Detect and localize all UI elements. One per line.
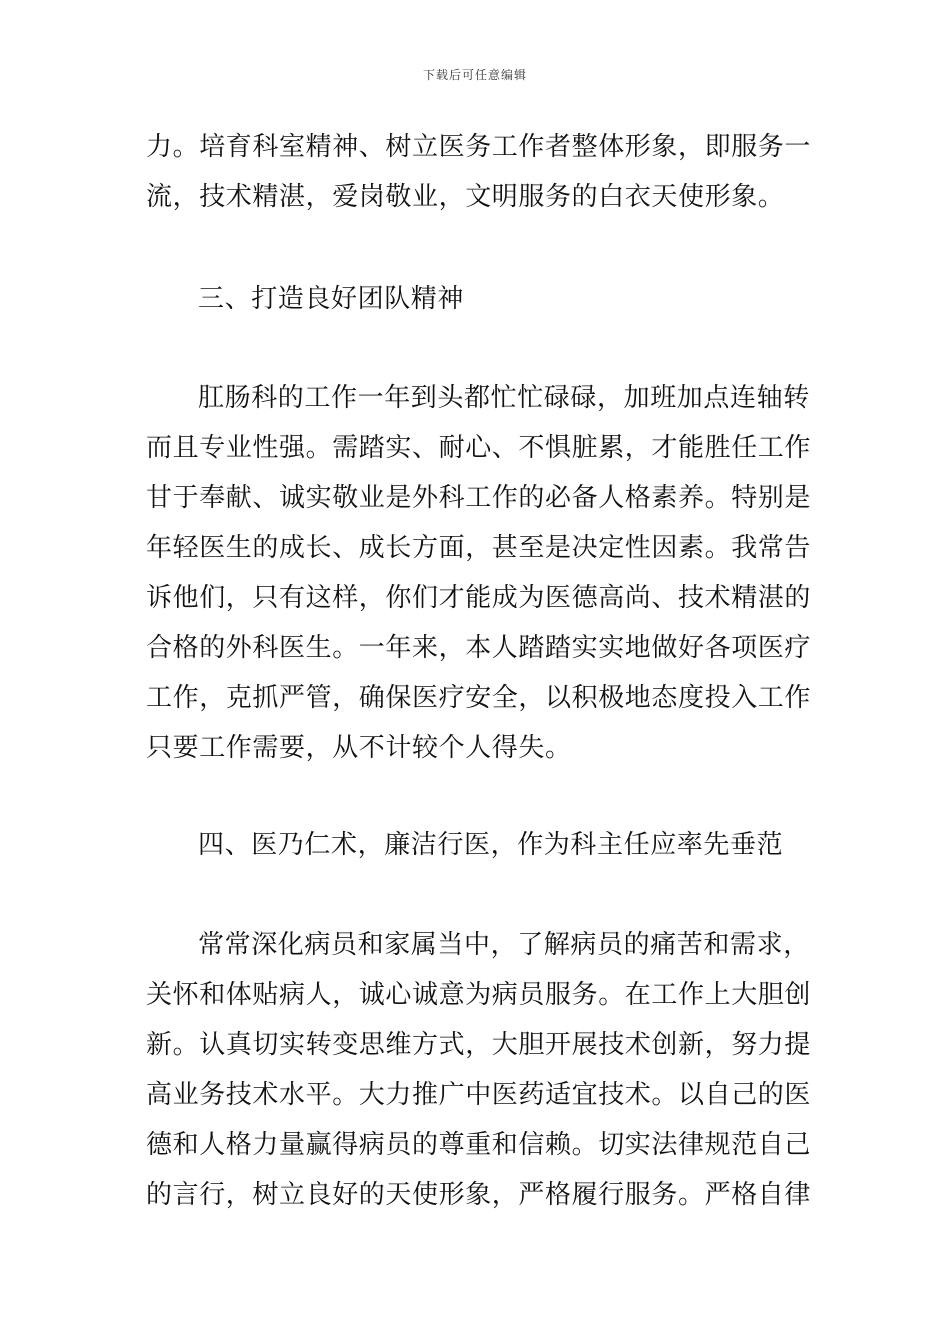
paragraph-line: 流，技术精湛，爱岗敬业，文明服务的白衣天使形象。 — [146, 182, 785, 212]
paragraph-line: 肛肠科的工作一年到头都忙忙碌碌，加班加点连轴转 — [198, 383, 810, 413]
paragraph-line: 关怀和体贴病人，诚心诚意为病员服务。在工作上大胆创 — [146, 980, 812, 1010]
paragraph-line: 德和人格力量赢得病员的尊重和信赖。切实法律规范自己 — [146, 1130, 812, 1160]
paragraph-line: 力。培育科室精神、树立医务工作者整体形象，即服务一 — [146, 132, 812, 162]
section-paragraph-4 — [146, 920, 812, 1220]
paragraph-line: 诉他们，只有这样，你们才能成为医德高尚、技术精湛的 — [146, 583, 812, 613]
paragraph-line: 的言行，树立良好的天使形象，严格履行服务。严格自律 — [146, 1180, 812, 1210]
intro-paragraph — [146, 122, 812, 222]
page-header: 下载后可任意编辑 — [422, 68, 527, 82]
paragraph-line: 只要工作需要，从不计较个人得失。 — [146, 733, 572, 763]
section-heading-4 — [146, 820, 806, 870]
paragraph-line: 年轻医生的成长、成长方面，甚至是决定性因素。我常告 — [146, 533, 812, 563]
section-heading-3 — [146, 274, 806, 324]
paragraph-line: 甘于奉献、诚实敬业是外科工作的必备人格素养。特别是 — [146, 483, 812, 513]
paragraph-line: 合格的外科医生。一年来，本人踏踏实实地做好各项医疗 — [146, 633, 812, 663]
paragraph-line: 高业务技术水平。大力推广中医药适宜技术。以自己的医 — [146, 1080, 812, 1110]
paragraph-line: 而且专业性强。需踏实、耐心、不惧脏累，才能胜任工作 — [146, 433, 812, 463]
paragraph-line: 新。认真切实转变思维方式，大胆开展技术创新，努力提 — [146, 1030, 812, 1060]
heading-text: 四、医乃仁术，廉洁行医，作为科主任应率先垂范 — [198, 830, 784, 860]
paragraph-line: 工作，克抓严管，确保医疗安全，以积极地态度投入工作 — [146, 683, 812, 713]
heading-text: 三、打造良好团队精神 — [198, 284, 465, 314]
paragraph-line: 常常深化病员和家属当中，了解病员的痛苦和需求， — [198, 930, 810, 960]
section-paragraph-3 — [146, 373, 812, 773]
